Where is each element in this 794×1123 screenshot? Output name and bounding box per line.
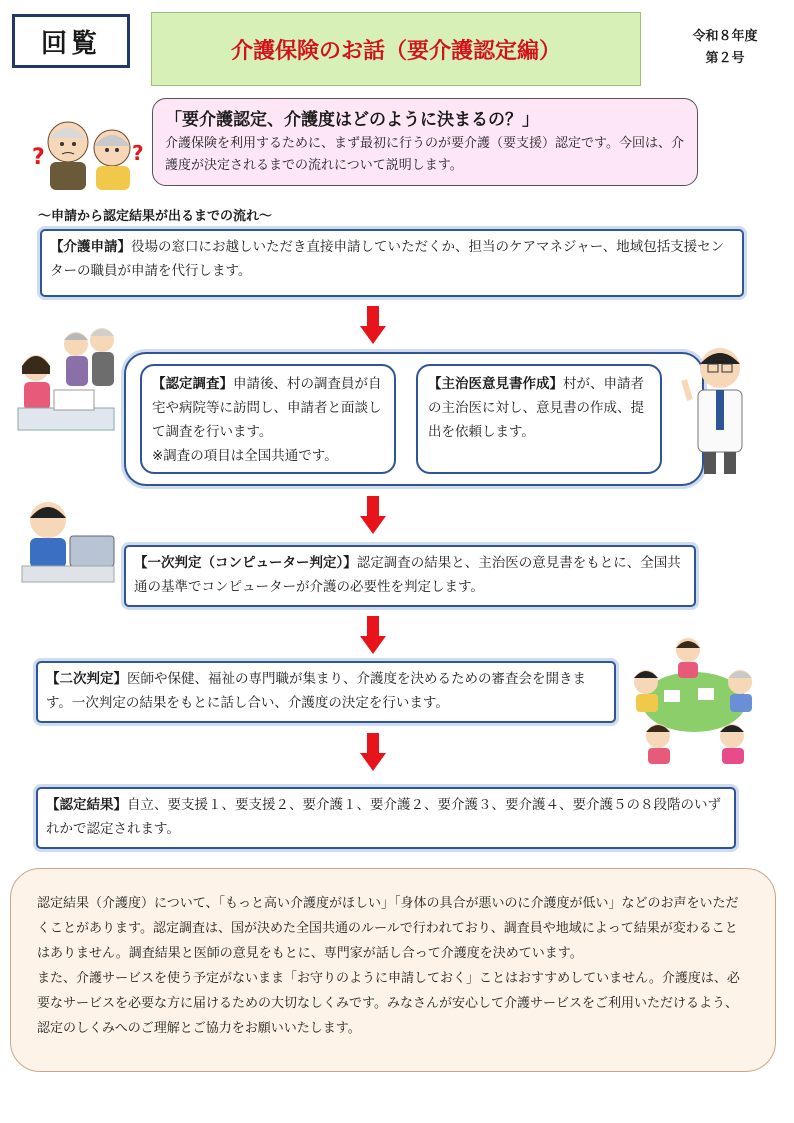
step-result <box>36 787 736 849</box>
step-apply-label: 【介護申請】 <box>50 239 131 255</box>
step-survey-note: ※調査の項目は全国共通です。 <box>152 448 338 464</box>
intro-heading: 「要介護認定、介護度はどのように決まるの？」 <box>165 110 539 130</box>
computer-user-illustration <box>18 492 118 586</box>
step-doctor <box>416 364 662 474</box>
page-title: 介護保険のお話（要介護認定編） <box>151 12 641 86</box>
down-arrow-icon <box>360 306 386 344</box>
counter-illustration <box>14 322 118 434</box>
step-first-label: 【一次判定（コンピューター判定）】 <box>134 555 357 571</box>
meeting-illustration <box>628 632 758 764</box>
step-first-text: 認定調査の結果と、主治医の意見書をもとに、全国共通の基準でコンピューターが介護の必要性を判定します。 <box>134 555 681 595</box>
issue-number: 第２号 <box>705 51 745 66</box>
explanation-note <box>10 868 776 1072</box>
step-second-text: 医師や保健、福祉の専門職が集まり、介護度を決めるための審査会を開きます。一次判定の結果をもとに話し合い、介護度の決定を行います。 <box>46 671 586 711</box>
step-doctor-label: 【主治医意見書作成】 <box>428 376 563 392</box>
flow-heading: ～申請から認定結果が出るまでの流れ～ <box>38 209 273 224</box>
intro-callout <box>152 98 698 186</box>
kairan-label: 回覧 <box>12 14 130 68</box>
down-arrow-icon <box>360 733 386 771</box>
down-arrow-icon <box>360 496 386 534</box>
intro-text: 介護保険を利用するために、まず最初に行うのが要介護（要支援）認定です。今回は、介護度が決定されるまでの流れについて説明します。 <box>165 136 684 173</box>
step-apply-text: 役場の窓口にお越しいただき直接申請していただくか、担当のケアマネジャー、地域包括支援センターの職員が申請を代行します。 <box>50 239 725 279</box>
step-result-label: 【認定結果】 <box>46 797 127 813</box>
issue-info <box>670 26 780 70</box>
step-survey <box>140 364 396 474</box>
note-paragraph-2: また、介護サービスを使う予定がないまま「お守りのように申請しておく」ことはおすすめしていません。介護度は、必要なサービスを必要な方に届けるための大切なしくみです。みなさんが安心して介護サービスをご利用いただけるよう、認定のしくみへのご理解とご協力をお願いいたします。 <box>37 971 740 1036</box>
doctor-illustration <box>680 340 760 480</box>
svg-text:?: ? <box>132 141 144 165</box>
step-first-judgment <box>124 545 696 607</box>
step-result-text: 自立、要支援１、要支援２、要介護１、要介護２、要介護３、要介護４、要介護５の８段階のいずれかで認定されます。 <box>46 797 721 837</box>
elderly-couple-illustration <box>28 108 146 190</box>
note-paragraph-1: 認定結果（介護度）について、「もっと高い介護度がほしい」「身体の具合が悪いのに介護度が低い」などのお声をいただくことがあります。認定調査は、国が決めた全国共通のルールで行われており、調査員や地域によって結果が変わることはありません。調査結果と医師の意見をもとに、専門家が話し合って介護度を決めています。 <box>37 896 739 961</box>
issue-year: 令和８年度 <box>692 29 758 44</box>
step-survey-text: 申請後、村の調査員が自宅や病院等に訪問し、申請者と面談して調査を行います。 <box>152 376 382 440</box>
step-survey-label: 【認定調査】 <box>152 376 233 392</box>
svg-text:?: ? <box>32 145 45 170</box>
step-second-label: 【二次判定】 <box>46 671 127 687</box>
down-arrow-icon <box>360 616 386 654</box>
step-apply <box>40 229 744 297</box>
step-doctor-text: 村が、申請者の主治医に対し、意見書の作成、提出を依頼します。 <box>428 376 644 440</box>
step-second-judgment <box>36 661 616 723</box>
